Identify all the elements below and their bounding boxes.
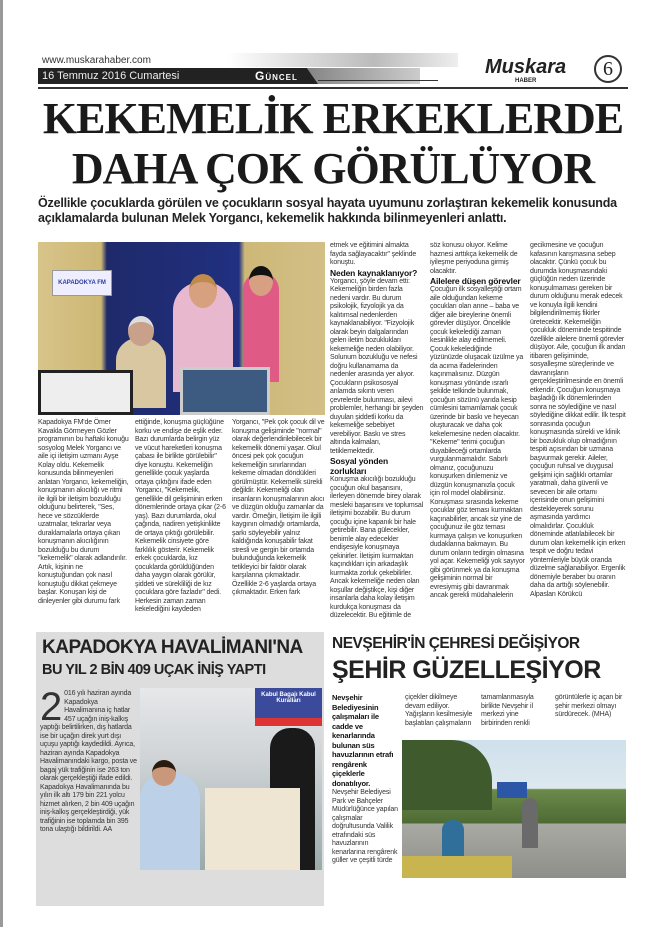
airport-checkin-photo <box>140 688 322 870</box>
kapadokya-fm-sign: KAPADOKYA FM <box>52 270 112 296</box>
radio-studio-photo <box>38 242 325 415</box>
paragraph: Yorgancı, şöyle devam etti: Kekemeliğin birden fazla nedeni vardır. Bu durum psikolojik, fizyolojik ya da kalıtımsal nedenlerden kaynaklanabiliyor. "Fizyolojik olarak beyin dalgalarından gelen iletim bozuklukları kekemeliğe neden olabiliyor. Solunum bozukluğu ve nefesi doğru kullanamama da nedenler arasında yer alıyor. Çocukların psikososyal anlamda sıkıntı veren çevrelerde bulunması, ailevi problemler, herhangi bir şeyden duyulan şiddetli korku da kekemeliğe sebebiyet verebiliyor. Baskı ve stres altında kalmaları, tetiklemektedir. <box>330 277 424 455</box>
nevsehir-column-2: çiçekler dikilmeye devam ediliyor. Yağışların kesilmesiyle başlatılan çalışmaların <box>405 694 473 727</box>
agent-figure <box>140 773 200 870</box>
paragraph: söz konusu oluyor. Kelime haznesi arttıkça kekemelik de iyileşme periyoduna girmiş olacaktır. <box>430 242 518 275</box>
monitor-left <box>38 370 133 415</box>
drop-cap: 2 <box>40 685 63 729</box>
monitor-right <box>180 367 270 415</box>
agent-head <box>152 760 176 786</box>
article-column-2: ettiğinde, konuşma güçlüğüne korku ve endişe de eşlik eder. Bazı durumlarda belirgin yüz ve vücut hareketleri konuşma çabası ile birlikte görülebilir" diye konuştu. Kekemeliğin genellikle çocuk yaşlarda ortaya çıktığını ifade eden Yorgancı, "Kekemelik, genellikle dil gelişiminin erken dönemlerinde ortaya çıkar (2-6 yaş). Bazı durumlarda, okul çağında, nadiren yetişkinlikte de ortaya çıktığı görülebilir. Kekemelik cinsiyete göre farklılık gösterir. Kekemelik erkek çocuklarda, kız çocuklarda görüldüğünden daha yaygın olarak görülür, şiddeti ve sürekliliği de kız çocuklara göre fazladır" dedi. Herkesin zaman zaman kekelediğini kaydeden <box>135 419 226 613</box>
page-number: 6 <box>594 55 622 83</box>
sign-stripe <box>255 718 322 726</box>
paragraph: Çocuğun ilk sosyalleştiği ortam aile olduğundan kekeme çocukları olan anne – baba ve diğer aile bireylerine önemli görevler düşüyor. Öncelikle çocuk kekelediği zaman kesinlikle alay edilmemeli. Çocuk kekelediğinde yüzünüzde oluşacak üzülme ya da acıma ifadelerinden kaçınmalısınız. Düzgün konuşması yönünde ısrarlı şekilde telkinde bulunmak, çocuğun sözünü yarıda kesip cümlesini tamamlamak çocuk üzerinde bir baskı ve heyecan oluşturacak ve daha çok kekelemesine neden olacaktır. "Kekeme" terimi çocuğun duyabileceği ortamlarda vurgulanmamalıdır. Sabırlı olmanız, çocuğunuzu konuşurken dinlemeniz ve düzgün konuşmanızla çocuk için rol model olabilirsiniz. Konuşması sırasında kekeme çocuklar göz teması kurmaktan kaçınabilirler, ancak siz yine de çocuğunuz ile göz teması kurmaya çalışın ve konuşurken dudaklarına bakmayın. Bu durum onların tedirgin olmasına yol açar. Kekemeliği yok sayıyor gibi görünmek ya da konuşma gelişiminin normal bir evresiymiş gibi davranmak ancak gerekli müdahalelerin <box>430 286 525 599</box>
newspaper-logo: Muskara <box>485 56 567 78</box>
nevsehir-column-1 <box>332 694 398 866</box>
airport-headline-2: BU YIL 2 BİN 409 UÇAK İNİŞ YAPTI <box>42 662 266 678</box>
issue-date: 16 Temmuz 2016 Cumartesi <box>42 70 180 82</box>
city-street-photo <box>402 740 626 878</box>
airport-text: 016 yılı haziran ayında Kapadokya Havalimanına iç hatlar 457 uçağın iniş-kalkış yaptığı belirtilirken, dış hatlarda ise bir uçağın direk yurt dışı uçuşu yaptığı kaydedildi. Ayrıca, haziran ayında Kapadokya Havalimanındaki kargo, posta ve bagaj yük trafiğinin ise 263 ton olarak gerçekleştiği ifade edildi. Kapadokya Havalimanında bu yılın ilk altı 179 bin 221 yolcu hizmet alırken, 2 bin 409 uçağın iniş-kalkış gerçekleştirdiği, yük trafiğinin ise toplamda bin 395 tona ulaştığı bildirildi. AA <box>40 690 137 833</box>
woman2-head <box>249 266 273 296</box>
headline-line-2: DAHA ÇOK GÖRÜLÜYOR <box>71 144 595 193</box>
checkin-counter <box>205 788 300 870</box>
subheading-social: Sosyal yönden zorlukları <box>330 456 389 476</box>
headline-subtitle: Özellikle çocuklarda görülen ve çocukların sosyal hayata uyumunu zorlaştıran kekemelik konusunda açıklamalarda bulunan Melek Yorgancı, kekemelik hakkında bilinmeyenleri anlattı. <box>38 196 617 225</box>
pedestrian-figure <box>522 798 538 848</box>
article-column-1: Kapadokya FM'de Ömer Kavakla Görmeyen Gözler programının bu haftaki konuğu sosyolog Melek Yorgancı ve aile içi iletişim uzmanı Ayşe Kolay oldu. Kekemelik konusunda bilinmeyenleri anlatan Yorgancı, kekemeliğin, konuşmanın akıcılığı ve ritmi ile ilgili bir iletişim bozukluğu olduğunu belirterek, "Ses, hece ve sözcüklerde uzatmalar, tekrarlar veya duraklamalarla ortaya çıkan konuşmanın akıcılığının bozulduğu bu durum "kekemelik" olarak adlandırılır. Artık, kişinin ne konuştuğundan çok nasıl konuştuğu dikkat çekmeye başlar. Konuşan kişi de dinleyenler gibi durumu fark <box>38 419 129 605</box>
article-column-5 <box>430 242 525 601</box>
headline-line-1: KEKEMELİK ERKEKLERDE <box>42 94 624 143</box>
nevsehir-column-4: görüntülerle iç açan bir şehir merkezi olmayı sürdürecek. (MHA) <box>555 694 623 718</box>
header-rule <box>318 80 438 81</box>
nevsehir-lead: Nevşehir Belediyesinin çalışmaları ile cadde ve kenarlarında bulunan süs havuzlarının etrafı rengârenk çiçeklerle donatılıyor. <box>332 693 394 788</box>
woman-head <box>189 274 217 308</box>
baggage-rules-sign: Kabul Bagajı Kabul Kuralları <box>255 688 322 718</box>
airport-headline-1: KAPADOKYA HAVALİMANI'NA <box>42 637 303 658</box>
worker-figure <box>442 820 464 860</box>
nevsehir-text-1: Nevşehir Belediyesi Park ve Bahçeler Müdürlüğünce yapılan çalışmalar doğrultusunda Valilik etrafındaki süs havuzlarının kenarlarına rengârenk güller ve çeşitli türde <box>332 789 398 864</box>
man-head <box>128 316 154 346</box>
website-url: www.muskarahaber.com <box>42 55 151 66</box>
header-divider <box>38 87 628 89</box>
paragraph: Konuşma akıcılığı bozukluğu çocuğun okul başarısını, ilerleyen dönemde birey olarak mesleki başarısını ve toplumsal iletişimi bozabilir. Bu durum çocuğu içine kapanık bir hale getirebilir. Bana gülecekler, benimle alay edecekler endişesiyle konuşmaya çekinirler. İletişim kurmaktan kaçındıkları için arkadaşlık kurmakta zorluk çekebilirler. Ancak kekemeliğe neden olan koşullar değiştikçe, kişi diğer insanlarla daha kolay iletişim kurdukça konuşması da düzelecektir. Bu eğitimle de <box>330 476 424 619</box>
nevsehir-column-3: tamamlanmasıyla birlikte Nevşehir il merkezi yine birbirinden renkli <box>481 694 534 727</box>
section-label: Güncel <box>255 69 298 83</box>
article-column-3: Yorgancı, "Pek çok çocuk dil ve konuşma gelişiminde "normal" olarak değerlendirilebilecek bir kekemelik dönemi yaşar. Okul öncesi pek çok çocuğun kekemeliğin sınırlarından kekeme olmadan döndükleri görülmüştür. Kekemelik sürekli değildir. Kekemeliği olan insanların konuşmalarının akıcı ve düzgün olduğu zamanlar da vardır. Örneğin, İletişim ile ilgili kaygının olmadığı ortamlarda, şarkı söyleyebilir yalnız kaldığında konuşabilir fakat stresli ve gergin bir ortamda bulunduğunda kekemelik tetikleyici bir faktör olarak karşılanna çıkmaktadır. Özellikle 2-6 yaşlarda ortaya çıkmaktadır. Erken fark <box>232 419 325 596</box>
subheading-causes: Neden kaynaklanıyor? <box>330 267 418 278</box>
nevsehir-headline-1: NEVŞEHİR'İN ÇEHRESİ DEĞİŞİYOR <box>332 635 580 652</box>
flower-bed <box>402 856 512 878</box>
nevsehir-headline-2: ŞEHİR GÜZELLEŞİYOR <box>332 656 601 684</box>
airport-story-body <box>40 685 138 835</box>
logo-subtitle: HABER <box>515 78 537 84</box>
page-edge <box>0 0 3 927</box>
paragraph: etmek ve eğitimini almakta fayda sağlayacaktır" şeklinde konuştu. <box>330 242 417 266</box>
road-sign <box>497 782 527 798</box>
subheading-families: Ailelere düşen görevler <box>430 276 521 286</box>
article-column-6: gecikmesine ve çocuğun kafasının karışmasına sebep olacaktır. Çünkü çocuk bu durumda konuşmasındaki güçlüğün neden üzerinde konuşulmaması gereken bir durum olduğunu merak edecek ve konuyla ilgili kendini bilgilendirilmemiş fikirler üretecektir. Kekemeliğin çocukluk döneminde tespitinde özellikle ailelere önemli görevler düşüyor. Aile, çocuğun ilk andan itibaren gelişiminde, sosyalleşme süreçlerinde ve davranışların gerçekleştirilmesinde en önemli etkendir. Çocuğun konuşmaya başladığı ilk dönemlerinden sonra ne söylediğine ve nasıl söylediğine dikkat edilir. İlk tespit sonrasında çocuğun konuşmasında sürekli ve klinik bir bozukluk olup olmadığının tespiti açısından bir uzmana başvurmak gerekir. Aileler, çocuğun ruhsal ve duygusal gelişimi için sağlıklı ortamlar yaratmalı, daha güvenli ve sevecen bir aile ortamı içerisinde onun gelişimini destekleyerek sorunu aşmasında yardımcı olmalıdırlar. Çocukluk döneminde atlatılabilecek bir durum olan kekemelik için erken tespit ve doğru tedavi yöntemleriyle büyük oranda düzelme sağlanabiliyor. Ergenlik dönemiyle beraber bu oranın daha da arttığı söylenebilir. Alpaslan Körükcü <box>530 242 626 598</box>
article-column-4 <box>330 242 424 621</box>
trees <box>402 740 492 810</box>
